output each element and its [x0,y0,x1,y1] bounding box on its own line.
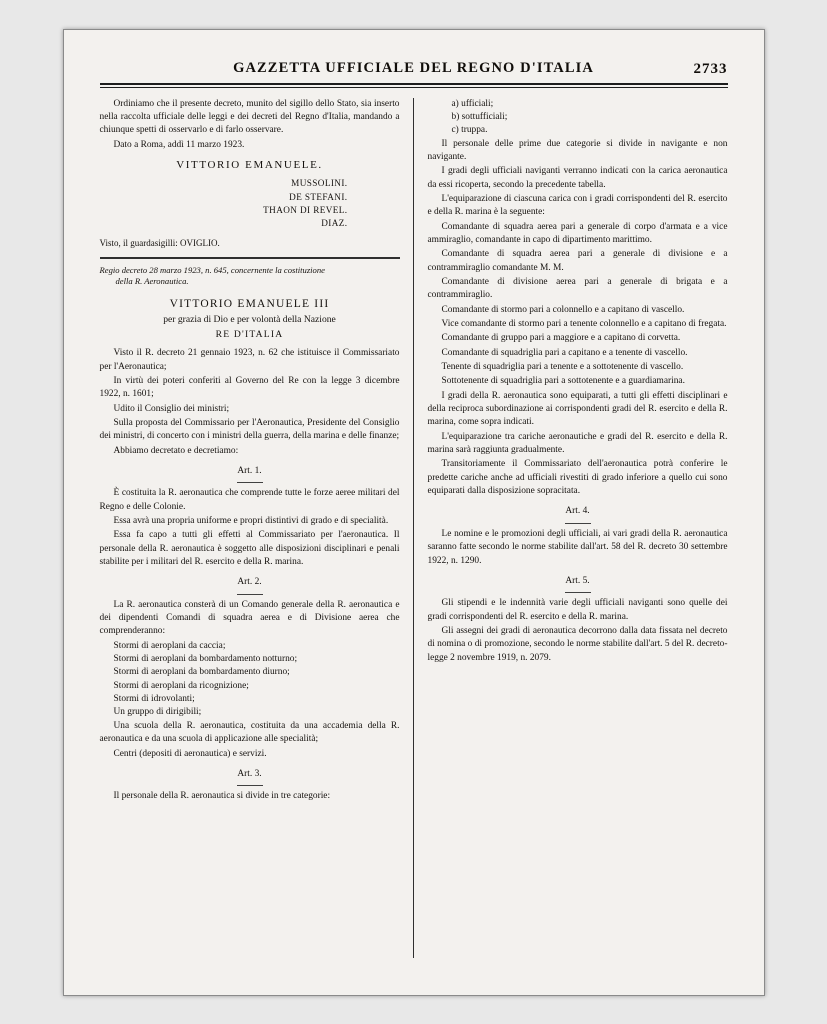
category-item: c) truppa. [451,125,488,136]
list-item: Stormi di aeroplani da bombardamento diurno; [113,667,290,678]
two-column-body [100,98,728,958]
document-page [63,29,765,996]
section-divider [100,257,400,259]
equivalence-item: Comandante di squadra aerea pari a generale di divisione e a contrammiraglio comandante M. M. [427,249,728,273]
equivalence-item: Tenente di squadriglia pari a tenente e a sottotenente di vascello. [441,362,684,373]
decree-header-line-2: della R. Aeronautica. [115,276,189,287]
category-item: a) ufficiali; [451,98,494,109]
equivalence-item: Comandante di gruppo pari a maggiore e a capitano di corvetta. [441,333,681,344]
article-4-paragraph: Le nomine e le promozioni degli ufficiali, ai vari gradi della R. aeronautica saranno fatte secondo le norme stabilite dall'art. 58 del R. decreto 30 settembre 1922, n. 1290. [427,528,728,566]
article-label-5: Art. 5. [565,575,590,586]
decree-subtitle: per grazia di Dio e per volontà della Nazione [163,314,336,326]
list-item: Un gruppo di dirigibili; [113,707,202,718]
equivalence-item: Vice comandante di stormo pari a tenente colonnello e a capitano di fregata. [441,319,727,329]
decree-header [100,265,400,288]
category-item: b) sottufficiali; [451,111,508,122]
countersignature-item: DIAZ. [321,217,348,228]
preamble-item: Sulla proposta del Commissario per l'Aeronautica, Presidente del Consiglio dei ministri, di concerto con i ministri della guerra, della marina e delle finanze; [99,417,400,442]
article-1-paragraph: È costituita la R. aeronautica che comprende tutte le forze aeree militari del Regno e delle Colonie. [99,488,400,512]
masthead-rule [100,83,728,88]
intro-paragraph-1: Ordiniamo che il presente decreto, munito del sigillo dello Stato, sia inserto nella raccolta ufficiale delle leggi e dei decreti del Regno d'Italia, mandando a chiunque spetti di osservarlo e di farlo osservare. [99,98,400,136]
countersignature-item: MUSSOLINI. [291,178,348,189]
article-label-4: Art. 4. [565,506,590,517]
page-number: 2733 [693,60,728,77]
list-item: Stormi di aeroplani da caccia; [113,640,226,651]
equivalence-item: Comandante di squadriglia pari a capitano e a tenente di vascello. [441,347,688,358]
article-2-after-list: Una scuola della R. aeronautica, costituita da una accademia della R. aeronautica e da una scuola di applicazione alle specialità; [99,720,400,745]
left-column [100,98,414,958]
right-paragraph: Il personale delle prime due categorie si divide in navigante e non navigante. [427,138,728,162]
list-item: Stormi di aeroplani da bombardamento notturno; [113,654,298,665]
right-paragraph: I gradi degli ufficiali naviganti verranno indicati con la carica aeronautica da essi ricoperta, secondo la precedente tabella. [427,166,728,190]
preamble-item: Udito il Consiglio dei ministri; [113,403,230,414]
article-rule [237,594,263,595]
equivalence-item: Sottotenente di squadriglia pari a sottotenente e a guardiamarina. [441,376,685,387]
right-paragraph: I gradi della R. aeronautica sono equiparati, a tutti gli effetti disciplinari e della reciproca subordinazione ai corrispondenti gradi del R. esercito e della R. marina, come sopra indicati. [427,390,728,428]
equivalence-item: Comandante di divisione aerea pari a generale di brigata e a contrammiraglio. [427,276,728,301]
article-label-1: Art. 1. [237,465,262,476]
equivalence-item: Comandante di squadra aerea pari a generale di corpo d'armata e a vice ammiraglio, comandante in capo di dipartimento marittimo. [427,221,728,245]
article-rule [237,482,263,483]
article-1-paragraph: Essa avrà una propria uniforme e propri distintivi di grado e di specialità. [113,516,389,527]
masthead [100,60,728,80]
list-item: Stormi di aeroplani da ricognizione; [113,680,249,691]
preamble-item: Abbiamo decretato e decretiamo: [113,445,239,456]
article-rule [237,785,263,786]
seal-line: Visto, il guardasigilli: OVIGLIO. [99,237,220,248]
king-signature: VITTORIO EMANUELE. [176,158,323,171]
article-1-paragraph: Essa fa capo a tutti gli effetti al Commissariato per l'aeronautica. Il personale della R. aeronautica è soggetto alle disposizioni disciplinari e penali stabilite per i militari del R. esercito e della R. marina. [99,530,400,568]
article-5-paragraph: Gli assegni dei gradi di aeronautica decorrono dalla data fissata nel decreto di nomina o di promozione, secondo le norme stabilite dall'art. 5 del R. decreto-legge 2 novembre 1919, n. 2079. [427,625,728,663]
article-label-3: Art. 3. [237,768,262,779]
article-2-paragraph: La R. aeronautica consterà di un Comando generale della R. aeronautica e dei dipendenti Comandi di squadra aerea e di Divisione aerea che comprenderanno: [99,599,400,637]
article-rule [565,592,591,593]
preamble-item: In virtù dei poteri conferiti al Governo del Re con la legge 3 dicembre 1922, n. 1601; [99,375,400,400]
right-paragraph: L'equiparazione di ciascuna carica con i gradi corrispondenti del R. esercito e della R. marina è la seguente: [427,193,728,218]
decree-header-line-1: Regio decreto 28 marzo 1923, n. 645, concernente la costituzione [99,264,325,275]
countersignature-item: THAON DI REVEL. [263,204,348,215]
article-3-paragraph: Il personale della R. aeronautica si divide in tre categorie: [113,791,331,802]
article-rule [565,523,591,524]
article-2-after-list: Centri (depositi di aeronautica) e servizi. [113,748,267,759]
list-item: Stormi di idrovolanti; [113,694,195,705]
countersignatures [100,177,400,229]
decree-subtitle-2: RE D'ITALIA [215,328,284,340]
article-5-paragraph: Gli stipendi e le indennità varie degli ufficiali naviganti sono quelle dei gradi corrispondenti del R. esercito e della R. marina. [427,598,728,622]
right-paragraph: Transitoriamente il Commissariato dell'aeronautica potrà conferire le predette cariche anche ad ufficiali rivestiti di grado inferiore a quello cui sono equiparati dalla disposizione sopracitata. [427,459,728,497]
page-content [64,30,764,995]
intro-paragraph-2: Dato a Roma, addì 11 marzo 1923. [113,139,245,150]
equivalence-item: Comandante di stormo pari a colonnello e a capitano di vascello. [441,304,685,315]
article-label-2: Art. 2. [237,577,262,588]
preamble-item: Visto il R. decreto 21 gennaio 1923, n. 62 che istituisce il Commissariato per l'Aeronautica; [99,348,400,372]
right-column [414,98,728,958]
masthead-title: GAZZETTA UFFICIALE DEL REGNO D'ITALIA [233,59,594,76]
countersignature-item: DE STEFANI. [289,191,348,202]
right-paragraph: L'equiparazione tra cariche aeronautiche e gradi del R. esercito e della R. marina sarà raggiunta gradualmente. [427,431,728,456]
decree-title: VITTORIO EMANUELE III [169,297,330,310]
